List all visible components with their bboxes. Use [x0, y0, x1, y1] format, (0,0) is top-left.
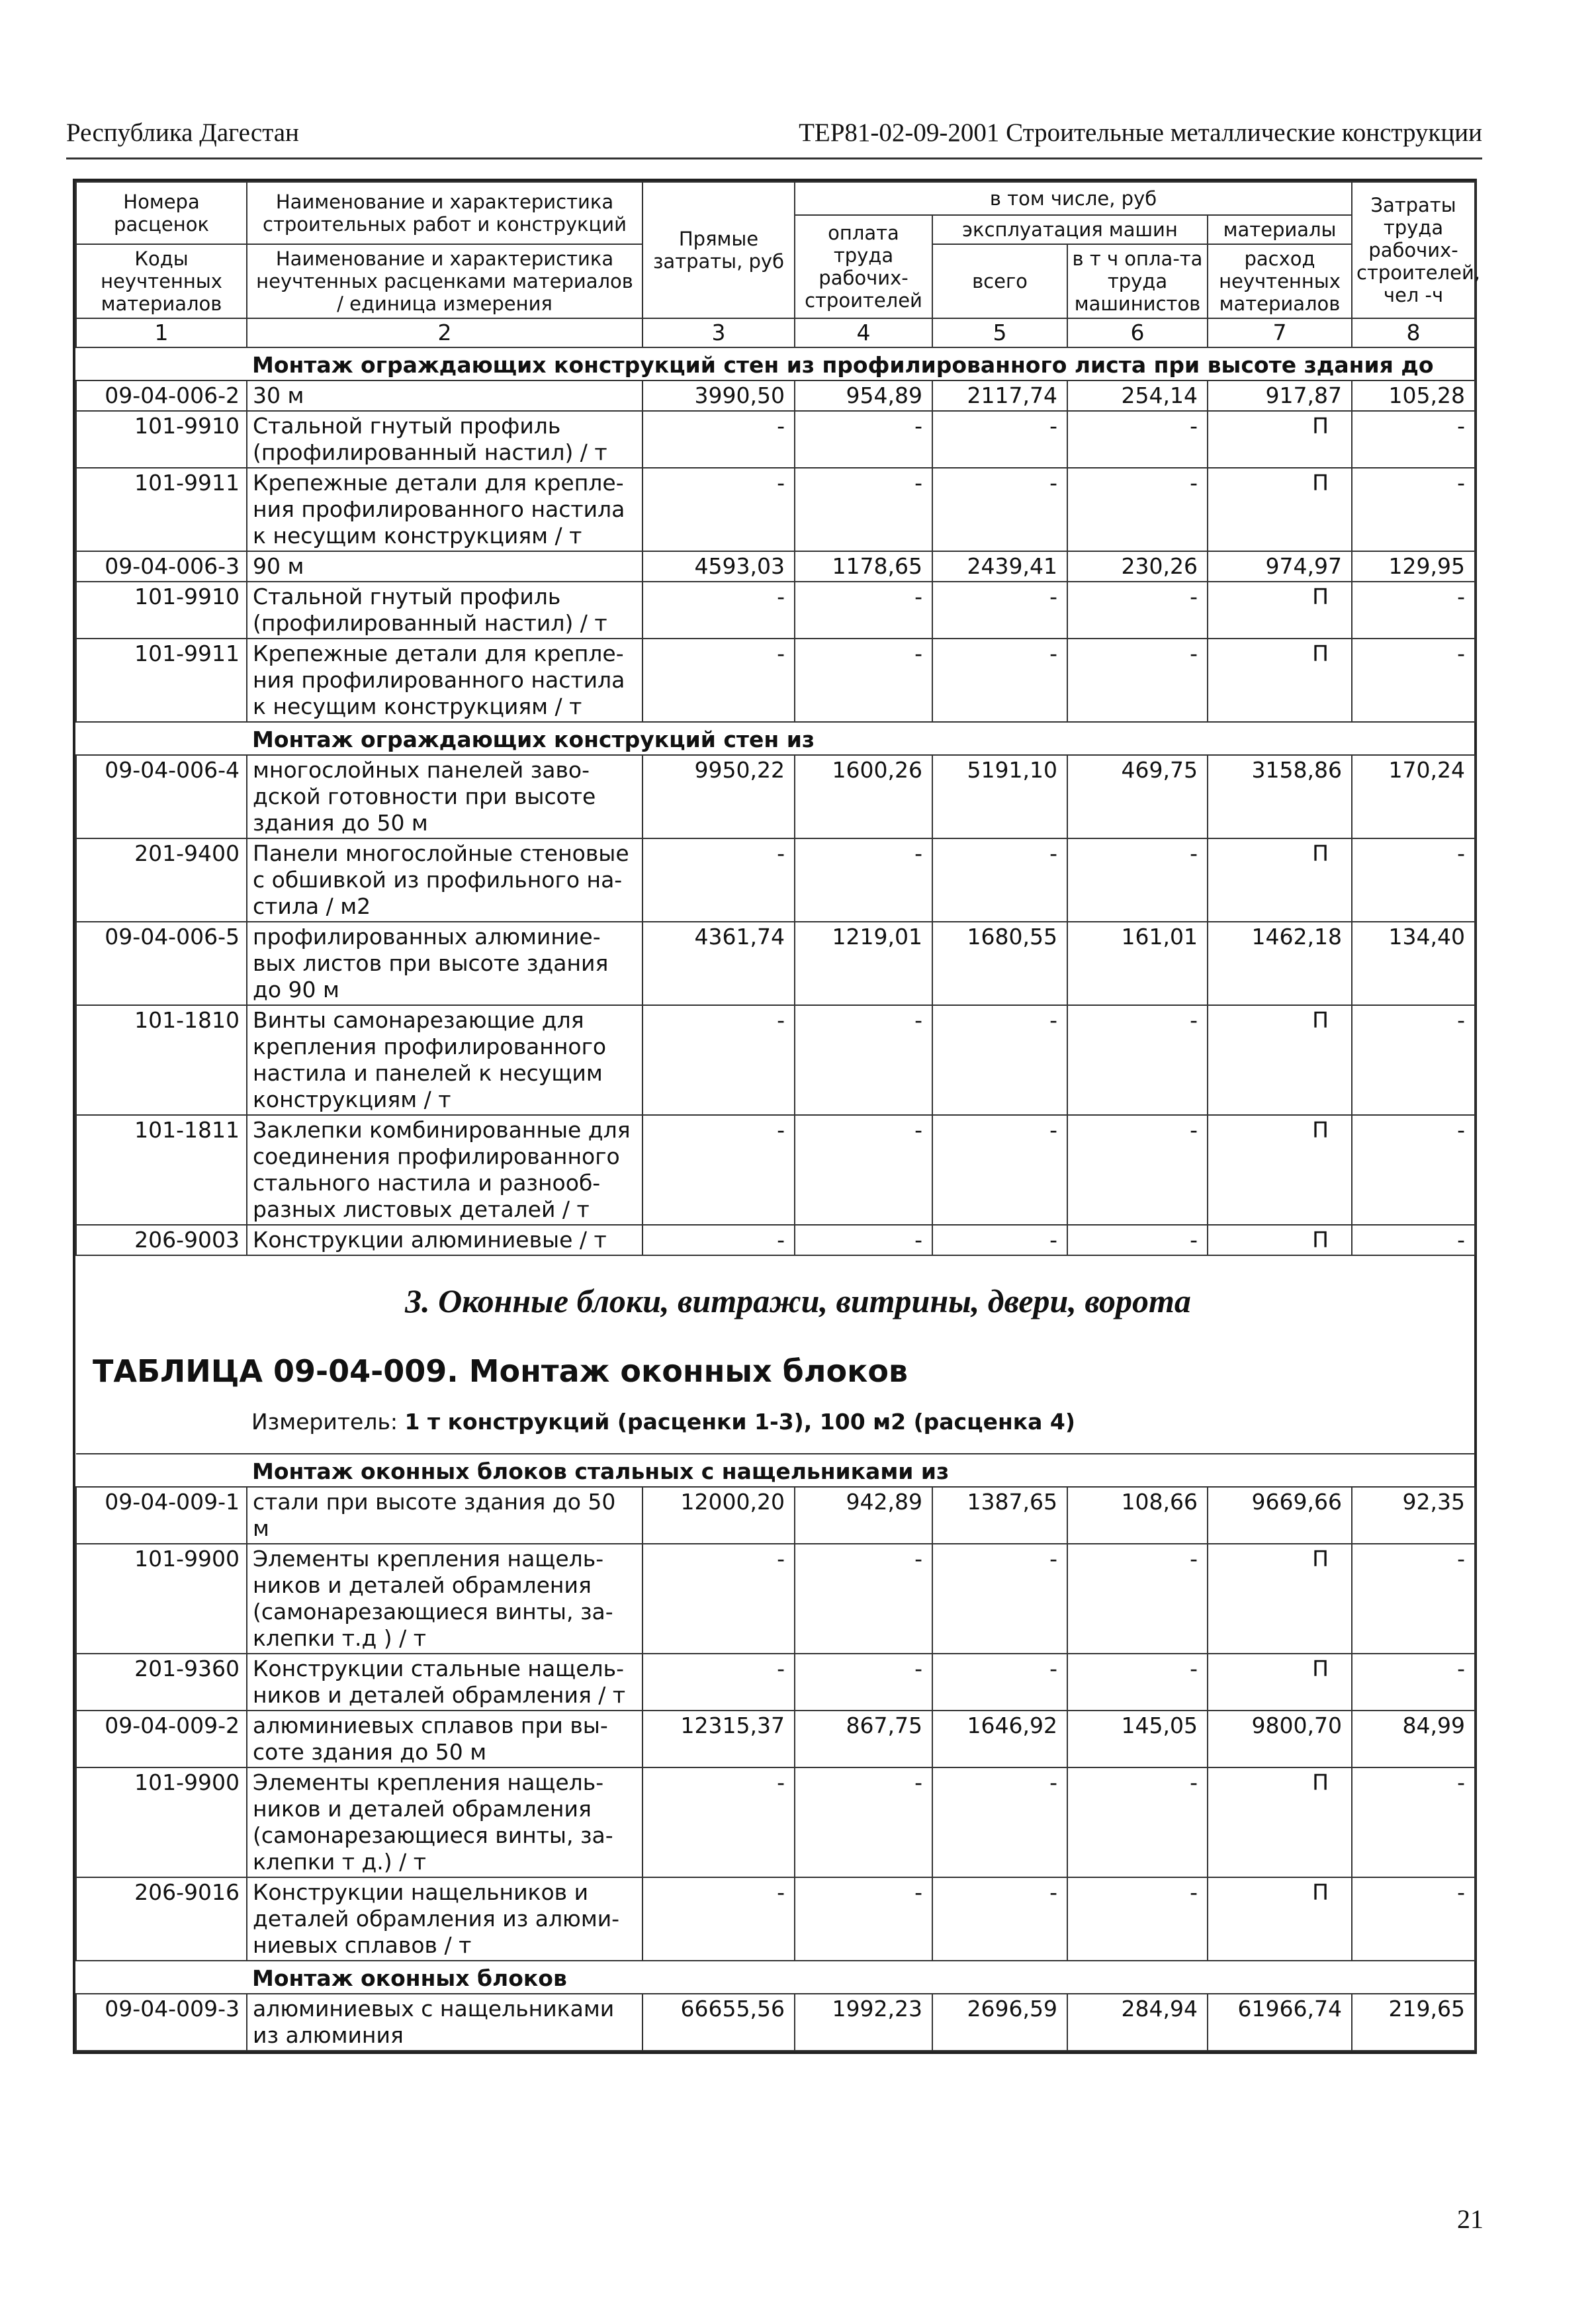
- section-title: Монтаж оконных блоков: [247, 1961, 1475, 1994]
- labor-costs: -: [1352, 1767, 1475, 1877]
- col-3-header: Прямые затраты, руб: [643, 182, 795, 318]
- machines-total: 5191,10: [932, 755, 1067, 838]
- direct-costs: 3990,50: [643, 380, 795, 411]
- col-number: 2: [247, 318, 643, 347]
- rate-name: Крепежные детали для крепле-ния профилированного настила к несущим конструкциям / т: [247, 468, 643, 551]
- header-region: Республика Дагестан: [66, 118, 299, 147]
- worker-pay: -: [795, 1005, 932, 1115]
- col-6-header: в т ч опла-та труда машинистов: [1067, 244, 1208, 318]
- machinist-pay: 469,75: [1067, 755, 1208, 838]
- materials: 3158,86: [1208, 755, 1352, 838]
- direct-costs: -: [643, 582, 795, 639]
- table-row: [76, 1711, 1475, 1767]
- rate-code: 101-1810: [76, 1005, 247, 1115]
- col-5-header: всего: [932, 244, 1067, 318]
- labor-costs: -: [1352, 1115, 1475, 1225]
- materials: 9800,70: [1208, 1711, 1352, 1767]
- header-document-title: ТЕР81-02-09-2001 Строительные металлические конструкции: [799, 118, 1482, 147]
- machines-total: -: [932, 1877, 1067, 1961]
- materials: П: [1208, 582, 1352, 639]
- materials: П: [1208, 468, 1352, 551]
- rate-code: 09-04-006-4: [76, 755, 247, 838]
- machines-total: -: [932, 1654, 1067, 1711]
- direct-costs: -: [643, 1767, 795, 1877]
- rate-name: Конструкции нащельников и деталей обрамления из алюми-ниевых сплавов / т: [247, 1877, 643, 1961]
- materials: П: [1208, 1115, 1352, 1225]
- col-number: 6: [1067, 318, 1208, 347]
- worker-pay: -: [795, 838, 932, 922]
- table-row: [76, 1005, 1475, 1115]
- materials: П: [1208, 1225, 1352, 1255]
- rate-code: 09-04-009-3: [76, 1994, 247, 2051]
- direct-costs: 4361,74: [643, 922, 795, 1005]
- header-divider: [66, 157, 1482, 159]
- worker-pay: -: [795, 1544, 932, 1654]
- worker-pay: -: [795, 468, 932, 551]
- labor-costs: 219,65: [1352, 1994, 1475, 2051]
- direct-costs: -: [643, 1005, 795, 1115]
- worker-pay: -: [795, 1115, 932, 1225]
- materials: 917,87: [1208, 380, 1352, 411]
- worker-pay: 942,89: [795, 1487, 932, 1544]
- labor-costs: 84,99: [1352, 1711, 1475, 1767]
- machines-total: -: [932, 468, 1067, 551]
- machines-total: 2696,59: [932, 1994, 1067, 2051]
- rate-name: Конструкции алюминиевые / т: [247, 1225, 643, 1255]
- labor-costs: -: [1352, 468, 1475, 551]
- table-title: ТАБЛИЦА 09-04-009. Монтаж оконных блоков: [93, 1353, 909, 1389]
- direct-costs: -: [643, 411, 795, 468]
- machines-total: -: [932, 1767, 1067, 1877]
- rate-code: 101-9910: [76, 411, 247, 468]
- rate-code: 09-04-006-2: [76, 380, 247, 411]
- rate-code: 101-1811: [76, 1115, 247, 1225]
- rates-table: [75, 181, 1481, 2051]
- labor-costs: 134,40: [1352, 922, 1475, 1005]
- table-row: [76, 1654, 1475, 1711]
- machines-total: 1387,65: [932, 1487, 1067, 1544]
- labor-costs: -: [1352, 639, 1475, 722]
- rate-name: Элементы крепления нащель-ников и деталей обрамления (самонарезающиеся винты, за-клепки т д.) / т: [247, 1767, 643, 1877]
- rate-code: 101-9900: [76, 1544, 247, 1654]
- worker-pay: -: [795, 1225, 932, 1255]
- section-row: [76, 722, 1475, 755]
- machinist-pay: -: [1067, 1544, 1208, 1654]
- direct-costs: 12315,37: [643, 1711, 795, 1767]
- meter-line: [251, 1409, 1075, 1435]
- rate-name: многослойных панелей заво-дской готовности при высоте здания до 50 м: [247, 755, 643, 838]
- rate-code: 206-9003: [76, 1225, 247, 1255]
- rate-name: Элементы крепления нащель-ников и деталей обрамления (самонарезающиеся винты, за-клепки т.д ) / т: [247, 1544, 643, 1654]
- materials: П: [1208, 1654, 1352, 1711]
- rate-code: 09-04-009-1: [76, 1487, 247, 1544]
- labor-costs: 105,28: [1352, 380, 1475, 411]
- machinist-pay: 145,05: [1067, 1711, 1208, 1767]
- col-7-header: расход неучтенных материалов: [1208, 244, 1352, 318]
- section-row: [76, 1961, 1475, 1994]
- table-row: [76, 380, 1475, 411]
- rate-code: 09-04-006-5: [76, 922, 247, 1005]
- col-number: 7: [1208, 318, 1352, 347]
- worker-pay: 1178,65: [795, 551, 932, 582]
- machinist-pay: -: [1067, 411, 1208, 468]
- materials: 974,97: [1208, 551, 1352, 582]
- col-number: 4: [795, 318, 932, 347]
- section-title: Монтаж ограждающих конструкций стен из: [247, 722, 1475, 755]
- worker-pay: 954,89: [795, 380, 932, 411]
- machines-total: 1646,92: [932, 1711, 1067, 1767]
- col-8-header: Затраты труда рабочих-строителей, чел -ч: [1352, 182, 1475, 318]
- worker-pay: 1600,26: [795, 755, 932, 838]
- machines-total: -: [932, 582, 1067, 639]
- col-2-top: Наименование и характеристика строительных работ и конструкций: [247, 182, 643, 244]
- rate-name: Конструкции стальные нащель-ников и деталей обрамления / т: [247, 1654, 643, 1711]
- table-row: [76, 1994, 1475, 2051]
- machinist-pay: 284,94: [1067, 1994, 1208, 2051]
- labor-costs: -: [1352, 1877, 1475, 1961]
- group-header: в том числе, руб: [795, 182, 1352, 215]
- machinist-pay: -: [1067, 1767, 1208, 1877]
- machines-total: -: [932, 1544, 1067, 1654]
- table-row: [76, 411, 1475, 468]
- table-row: [76, 468, 1475, 551]
- direct-costs: 12000,20: [643, 1487, 795, 1544]
- section-row: [76, 347, 1475, 380]
- worker-pay: -: [795, 411, 932, 468]
- direct-costs: -: [643, 1877, 795, 1961]
- table-row: [76, 755, 1475, 838]
- worker-pay: -: [795, 1877, 932, 1961]
- materials: П: [1208, 1005, 1352, 1115]
- rate-code: 09-04-009-2: [76, 1711, 247, 1767]
- machinist-pay: -: [1067, 838, 1208, 922]
- page-header: [66, 118, 1482, 151]
- rate-name: Заклепки комбинированные для соединения профилированного стального настила и разнооб-разных листовых деталей / т: [247, 1115, 643, 1225]
- worker-pay: -: [795, 582, 932, 639]
- rate-name: Стальной гнутый профиль (профилированный настил) / т: [247, 411, 643, 468]
- table-row: [76, 838, 1475, 922]
- rate-name: алюминиевых с нащельниками из алюминия: [247, 1994, 643, 2051]
- section-title: Монтаж ограждающих конструкций стен из профилированного листа при высоте здания до: [247, 347, 1475, 380]
- machinist-pay: -: [1067, 468, 1208, 551]
- materials: П: [1208, 639, 1352, 722]
- machines-total: 2117,74: [932, 380, 1067, 411]
- machinist-pay: 108,66: [1067, 1487, 1208, 1544]
- col-1-bottom: Коды неучтенных материалов: [76, 244, 247, 318]
- col-number: 1: [76, 318, 247, 347]
- rate-name: алюминиевых сплавов при вы-соте здания до 50 м: [247, 1711, 643, 1767]
- labor-costs: -: [1352, 1654, 1475, 1711]
- rate-name: 30 м: [247, 380, 643, 411]
- machinist-pay: -: [1067, 639, 1208, 722]
- labor-costs: -: [1352, 838, 1475, 922]
- machinist-pay: -: [1067, 1877, 1208, 1961]
- meter-label: Измеритель:: [251, 1409, 398, 1435]
- col-2-bottom: Наименование и характеристика неучтенных расценками материалов / единица измерения: [247, 244, 643, 318]
- direct-costs: 4593,03: [643, 551, 795, 582]
- rate-name: Винты самонарезающие для крепления профилированного настила и панелей к несущим конструкциям / т: [247, 1005, 643, 1115]
- col-4-header: оплата труда рабочих-строителей: [795, 215, 932, 318]
- worker-pay: -: [795, 1767, 932, 1877]
- rate-name: стали при высоте здания до 50 м: [247, 1487, 643, 1544]
- materials: П: [1208, 1767, 1352, 1877]
- worker-pay: 867,75: [795, 1711, 932, 1767]
- page-number: 21: [1457, 2204, 1484, 2234]
- table-row: [76, 1544, 1475, 1654]
- machinist-pay: 161,01: [1067, 922, 1208, 1005]
- rate-code: 101-9910: [76, 582, 247, 639]
- machinist-pay: -: [1067, 1115, 1208, 1225]
- machinist-pay: -: [1067, 1005, 1208, 1115]
- machinist-pay: -: [1067, 582, 1208, 639]
- labor-costs: -: [1352, 1005, 1475, 1115]
- materials: П: [1208, 1877, 1352, 1961]
- table-row: [76, 1487, 1475, 1544]
- rate-name: 90 м: [247, 551, 643, 582]
- col-1-top: Номера расценок: [76, 182, 247, 244]
- rate-code: 206-9016: [76, 1877, 247, 1961]
- direct-costs: -: [643, 468, 795, 551]
- rate-name: Крепежные детали для крепле-ния профилированного настила к несущим конструкциям / т: [247, 639, 643, 722]
- table-row: [76, 582, 1475, 639]
- materials-header: материалы: [1208, 215, 1352, 244]
- rate-code: 101-9911: [76, 639, 247, 722]
- machines-total: 1680,55: [932, 922, 1067, 1005]
- direct-costs: -: [643, 838, 795, 922]
- direct-costs: 66655,56: [643, 1994, 795, 2051]
- rate-code: 101-9911: [76, 468, 247, 551]
- labor-costs: 92,35: [1352, 1487, 1475, 1544]
- rate-code: 201-9400: [76, 838, 247, 922]
- direct-costs: 9950,22: [643, 755, 795, 838]
- rate-code: 201-9360: [76, 1654, 247, 1711]
- table-row: [76, 551, 1475, 582]
- rate-name: Стальной гнутый профиль (профилированный настил) / т: [247, 582, 643, 639]
- machines-header: эксплуатация машин: [932, 215, 1208, 244]
- machines-total: -: [932, 1115, 1067, 1225]
- rate-name: Панели многослойные стеновые с обшивкой из профильного на-стила / м2: [247, 838, 643, 922]
- machinist-pay: 230,26: [1067, 551, 1208, 582]
- materials: 1462,18: [1208, 922, 1352, 1005]
- labor-costs: -: [1352, 1544, 1475, 1654]
- worker-pay: -: [795, 639, 932, 722]
- machines-total: -: [932, 411, 1067, 468]
- worker-pay: 1992,23: [795, 1994, 932, 2051]
- col-number: 3: [643, 318, 795, 347]
- materials: 61966,74: [1208, 1994, 1352, 2051]
- table-row: [76, 1225, 1475, 1255]
- direct-costs: -: [643, 1225, 795, 1255]
- machinist-pay: 254,14: [1067, 380, 1208, 411]
- col-number: 5: [932, 318, 1067, 347]
- section-row: [76, 1454, 1475, 1487]
- labor-costs: 170,24: [1352, 755, 1475, 838]
- direct-costs: -: [643, 1654, 795, 1711]
- materials: П: [1208, 838, 1352, 922]
- machinist-pay: -: [1067, 1225, 1208, 1255]
- direct-costs: -: [643, 639, 795, 722]
- table-row: [76, 639, 1475, 722]
- machines-total: 2439,41: [932, 551, 1067, 582]
- chapter-heading: 3. Оконные блоки, витражи, витрины, двери, ворота: [405, 1282, 1191, 1319]
- table-row: [76, 922, 1475, 1005]
- materials: 9669,66: [1208, 1487, 1352, 1544]
- materials: П: [1208, 411, 1352, 468]
- table-row: [76, 1877, 1475, 1961]
- rate-code: 09-04-006-3: [76, 551, 247, 582]
- column-number-row: [76, 318, 1475, 347]
- table-row: [76, 1767, 1475, 1877]
- machines-total: -: [932, 1225, 1067, 1255]
- col-number: 8: [1352, 318, 1475, 347]
- machines-total: -: [932, 1005, 1067, 1115]
- direct-costs: -: [643, 1115, 795, 1225]
- machinist-pay: -: [1067, 1654, 1208, 1711]
- worker-pay: 1219,01: [795, 922, 932, 1005]
- meter-value: 1 т конструкций (расценки 1-3), 100 м2 (расценка 4): [404, 1409, 1075, 1435]
- materials: П: [1208, 1544, 1352, 1654]
- section-title: Монтаж оконных блоков стальных с нащельниками из: [247, 1454, 1475, 1487]
- labor-costs: 129,95: [1352, 551, 1475, 582]
- rate-name: профилированных алюминие-вых листов при высоте здания до 90 м: [247, 922, 643, 1005]
- labor-costs: -: [1352, 582, 1475, 639]
- worker-pay: -: [795, 1654, 932, 1711]
- machines-total: -: [932, 838, 1067, 922]
- direct-costs: -: [643, 1544, 795, 1654]
- labor-costs: -: [1352, 1225, 1475, 1255]
- labor-costs: -: [1352, 411, 1475, 468]
- machines-total: -: [932, 639, 1067, 722]
- table-row: [76, 1115, 1475, 1225]
- rate-code: 101-9900: [76, 1767, 247, 1877]
